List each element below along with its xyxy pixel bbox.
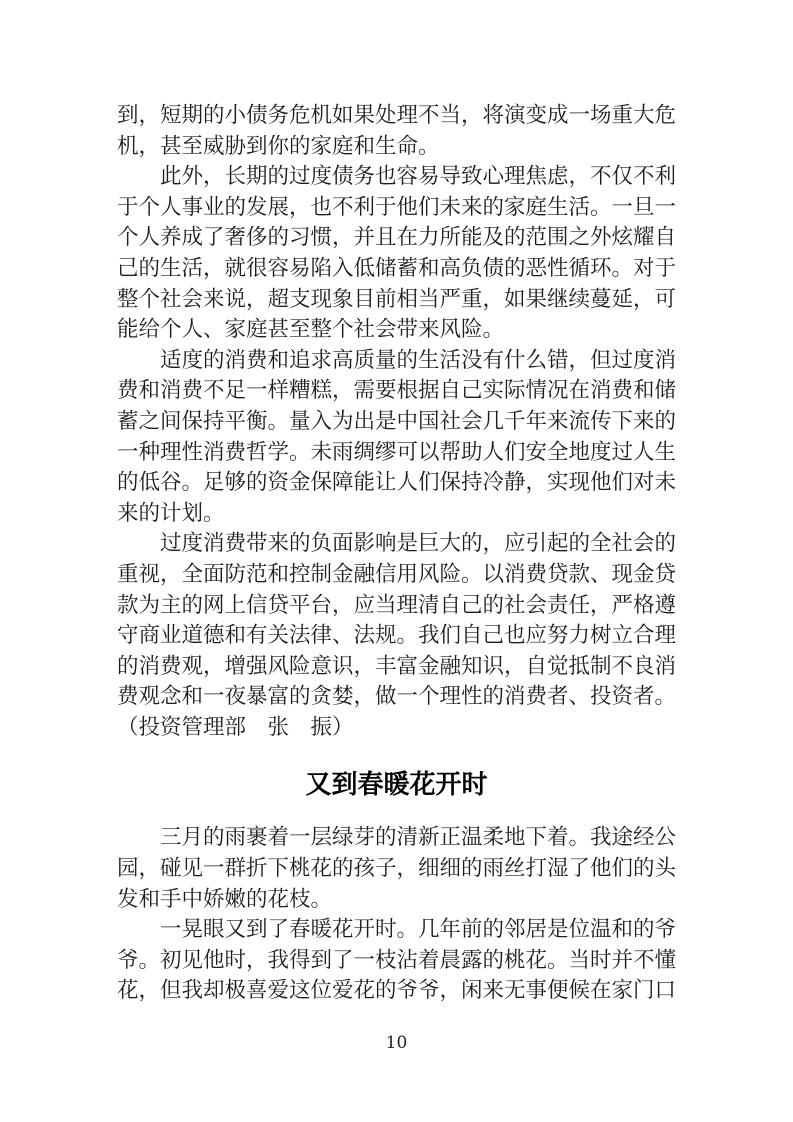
paragraph: 一晃眼又到了春暖花开时。几年前的邻居是位温和的爷爷。初见他时，我得到了一枝沾着晨露的桃花。当时并不懂花，但我却极喜爱这位爱花的爷爷，闲来无事便候在家门口 [117,917,677,1004]
page-content [117,0,676,1007]
article-spring-blossom [117,823,676,1007]
article-title: 又到春暖花开时 [305,770,488,801]
page-number: 10 [385,1033,408,1053]
paragraph: 适度的消费和追求高质量的生活没有什么错，但过度消费和消费不足一样糟糕，需要根据自己实际情况在消费和储蓄之间保持平衡。量入为出是中国社会几千年来流传下来的一种理性消费哲学。未雨绸缪可以帮助人们安全地度过人生的低谷。足够的资金保障能让人们保持冷静，实现他们对未来的计划。 [117,347,677,526]
paragraph: 过度消费带来的负面影响是巨大的，应引起的全社会的重视，全面防范和控制金融信用风险。以消费贷款、现金贷款为主的网上信贷平台，应当理清自己的社会责任，严格遵守商业道德和有关法律、法规。我们自己也应努力树立合理的消费观，增强风险意识，丰富金融知识，自觉抵制不良消费观念和一夜暴富的贪婪，做一个理性的消费者、投资者。 [117,531,677,710]
byline-author: （投资管理部 张 振） [117,714,354,740]
article-overspending [117,101,676,743]
paragraph: 此外，长期的过度债务也容易导致心理焦虑，不仅不利于个人事业的发展，也不利于他们未来的家庭生活。一旦一个人养成了奢侈的习惯，并且在力所能及的范围之外炫耀自己的生活，就很容易陷入低储蓄和高负债的恶性循环。对于整个社会来说，超支现象目前相当严重，如果继续蔓延，可能给个人、家庭甚至整个社会带来风险。 [117,164,677,343]
paragraph: 三月的雨裹着一层绿芽的清新正温柔地下着。我途经公园，碰见一群折下桃花的孩子，细细的雨丝打湿了他们的头发和手中娇嫩的花枝。 [117,825,677,912]
paragraph-continuation: 到，短期的小债务危机如果处理不当，将演变成一场重大危机，甚至威胁到你的家庭和生命。 [117,103,677,159]
